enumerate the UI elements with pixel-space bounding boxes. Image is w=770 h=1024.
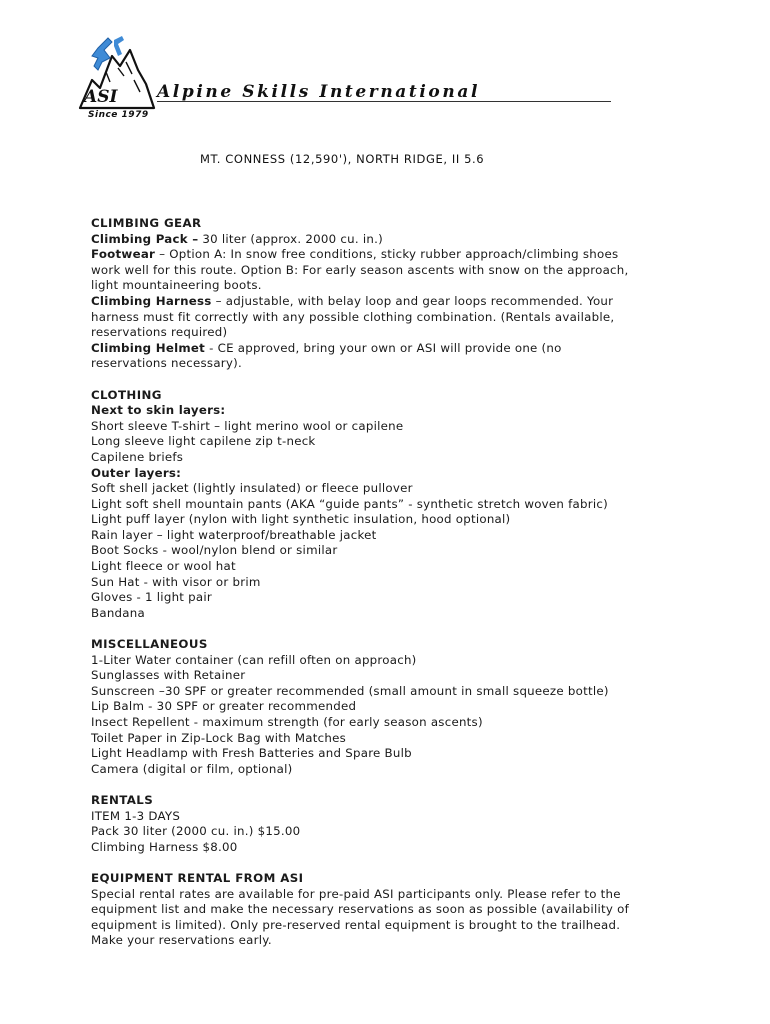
brand-name: Alpine Skills International (157, 82, 481, 102)
list-item: Light puff layer (nylon with light synthetic insulation, hood optional) (91, 512, 511, 527)
list-item: Rain layer – light waterproof/breathable jacket (91, 527, 377, 542)
list-item: 1-Liter Water container (can refill often on approach) (91, 652, 417, 667)
harness-entry (91, 294, 661, 310)
list-item: Long sleeve light capilene zip t-neck (91, 434, 316, 449)
since-label: Since 1979 (88, 110, 149, 120)
footwear-line: light mountaineering boots. (91, 278, 262, 293)
subheading: Outer layers: (91, 465, 182, 480)
list-item: Sunglasses with Retainer (91, 668, 246, 683)
list-item: Lip Balm - 30 SPF or greater recommended (91, 699, 357, 714)
section-heading: CLOTHING (91, 387, 162, 402)
miscellaneous-section (91, 637, 661, 777)
brand-underline (157, 101, 611, 102)
paragraph-line: equipment list and make the necessary reservations as soon as possible (availability of (91, 902, 629, 917)
list-item: Boot Socks - wool/nylon blend or similar (91, 543, 338, 558)
list-item: Light Headlamp with Fresh Batteries and Spare Bulb (91, 746, 412, 761)
list-item: Sun Hat - with visor or brim (91, 574, 261, 589)
footwear-line: work well for this route. Option B: For early season ascents with snow on the approach, (91, 262, 629, 277)
list-item: Climbing Harness $8.00 (91, 839, 238, 854)
ice-axe-icon (114, 36, 124, 56)
item-label: Climbing Helmet (91, 340, 206, 355)
logo-text: ASI (84, 87, 118, 107)
paragraph-line: equipment is limited). Only pre-reserved rental equipment is brought to the trailhead. (91, 917, 621, 932)
list-item: Gloves - 1 light pair (91, 590, 213, 605)
list-item: Short sleeve T-shirt – light merino wool or capilene (91, 418, 404, 433)
harness-line: reservations required) (91, 325, 228, 340)
helmet-entry (91, 341, 661, 357)
list-item: Toilet Paper in Zip-Lock Bag with Matches (91, 730, 347, 745)
clothing-section (91, 388, 661, 622)
section-heading: RENTALS (91, 792, 154, 807)
list-item: Sunscreen –30 SPF or greater recommended (small amount in small squeeze bottle) (91, 683, 609, 698)
gear-list (91, 216, 661, 965)
item-text: – adjustable, with belay loop and gear loops recommended. Your (211, 293, 614, 308)
section-heading: MISCELLANEOUS (91, 637, 208, 652)
section-heading: CLIMBING GEAR (91, 216, 202, 230)
item-text: – Option A: In snow free conditions, sticky rubber approach/climbing shoes (155, 247, 619, 262)
item-text: 30 liter (approx. 2000 cu. in.) (198, 231, 383, 246)
equipment-rental-section (91, 871, 661, 949)
item-label: Climbing Pack – (91, 231, 199, 246)
climbing-gear-section (91, 216, 661, 372)
list-item: Bandana (91, 605, 145, 620)
list-item: Capilene briefs (91, 449, 184, 464)
section-heading: EQUIPMENT RENTAL FROM ASI (91, 870, 304, 885)
item-label: Footwear (91, 247, 156, 262)
subheading: Next to skin layers: (91, 403, 226, 418)
list-item: Pack 30 liter (2000 cu. in.) $15.00 (91, 824, 301, 839)
list-item: Insect Repellent - maximum strength (for early season ascents) (91, 715, 483, 729)
harness-line: harness must fit correctly with any possible clothing combination. (Rentals available, (91, 309, 615, 324)
rentals-section (91, 793, 661, 855)
list-item: Camera (digital or film, optional) (91, 761, 293, 776)
footwear-entry (91, 247, 661, 263)
item-text: - CE approved, bring your own or ASI will provide one (no (205, 340, 562, 355)
list-item: Light fleece or wool hat (91, 559, 236, 574)
list-item: ITEM 1-3 DAYS (91, 808, 181, 823)
paragraph-line: Special rental rates are available for pre-paid ASI participants only. Please refer to the (91, 886, 621, 901)
list-item: Light soft shell mountain pants (AKA “guide pants” - synthetic stretch woven fabric) (91, 496, 608, 511)
document-title: MT. CONNESS (12,590'), NORTH RIDGE, II 5.6 (200, 152, 485, 166)
pack-entry (91, 232, 661, 248)
helmet-line: reservations necessary). (91, 356, 242, 371)
paragraph-line: Make your reservations early. (91, 933, 272, 948)
list-item: Soft shell jacket (lightly insulated) or fleece pullover (91, 481, 413, 496)
item-label: Climbing Harness (91, 293, 212, 308)
